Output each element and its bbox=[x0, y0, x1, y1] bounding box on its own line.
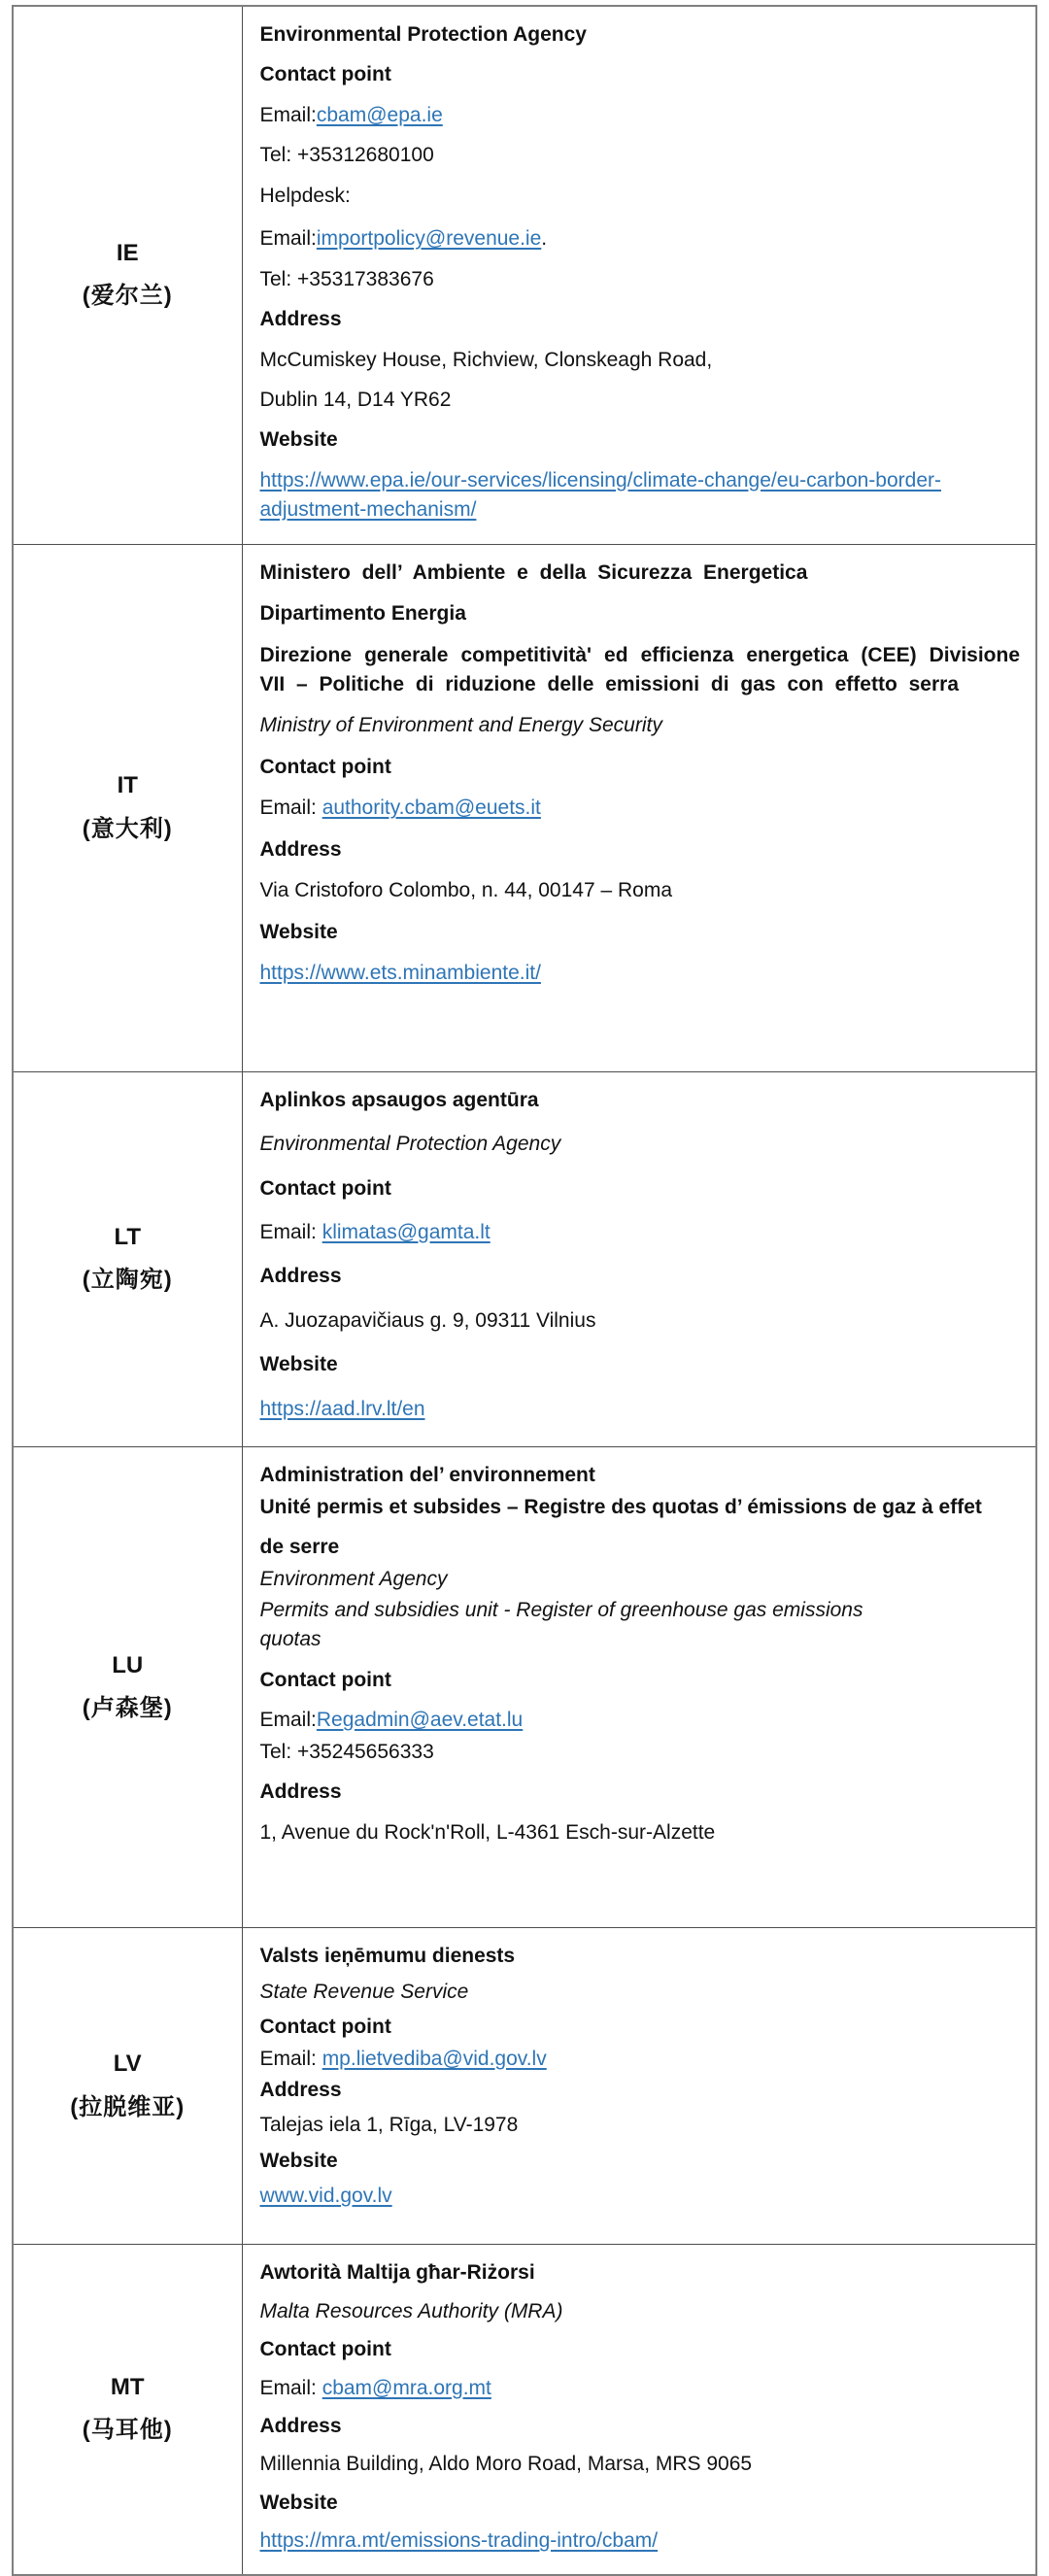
text: Address bbox=[259, 1780, 342, 1804]
text: Environment Agency bbox=[259, 1567, 448, 1590]
address-heading bbox=[260, 2076, 1021, 2105]
country-row-lu bbox=[13, 1447, 1036, 1928]
email-line bbox=[260, 2374, 1021, 2403]
text: Tel: +35245656333 bbox=[259, 1740, 434, 1763]
email-link[interactable]: mp.lietvediba@vid.gov.lv bbox=[321, 2047, 547, 2070]
tel-line bbox=[260, 1738, 1021, 1767]
website-heading bbox=[260, 918, 1021, 947]
text: Email: bbox=[259, 2376, 322, 2399]
email-link[interactable]: cbam@epa.ie bbox=[316, 103, 443, 126]
country-row-lv bbox=[13, 1928, 1036, 2245]
address-heading bbox=[260, 835, 1021, 864]
website-link[interactable]: https://www.ets.minambiente.it/ bbox=[259, 962, 541, 985]
text: Dublin 14, D14 YR62 bbox=[259, 388, 452, 411]
text: Website bbox=[259, 1353, 338, 1376]
address-line bbox=[260, 2111, 1021, 2140]
authority-name bbox=[260, 1493, 1021, 1522]
text: Email: bbox=[259, 797, 322, 820]
authority-name bbox=[260, 599, 1021, 628]
text: Millennia Building, Aldo Moro Road, Marsa, MRS 9065 bbox=[259, 2453, 753, 2476]
authority-info-cell bbox=[242, 6, 1036, 544]
email-line bbox=[260, 224, 1021, 254]
text: Aplinkos apsaugos agentūra bbox=[259, 1088, 539, 1111]
authorities-table-body bbox=[13, 6, 1036, 2575]
authority-info-cell bbox=[242, 1447, 1036, 1928]
authority-name bbox=[260, 1461, 1021, 1490]
website-heading bbox=[260, 2147, 1021, 2176]
text: Permits and subsidies unit - Register of greenhouse gas emissions quotas bbox=[259, 1598, 863, 1651]
text: Tel: +35312680100 bbox=[259, 144, 434, 167]
country-code-cell bbox=[13, 6, 242, 544]
email-line bbox=[260, 794, 1021, 823]
authority-name bbox=[260, 20, 1021, 50]
address-heading bbox=[260, 305, 1021, 334]
country-name-cn: (意大利) bbox=[82, 815, 173, 842]
authority-name-en bbox=[260, 2297, 1021, 2326]
country-code-cell bbox=[13, 2245, 242, 2575]
authority-info-cell bbox=[242, 544, 1036, 1071]
text: Email: bbox=[259, 2047, 322, 2070]
authority-name bbox=[260, 2258, 1021, 2288]
text: Contact point bbox=[259, 755, 391, 778]
country-row-lt bbox=[13, 1071, 1036, 1447]
text: Malta Resources Authority (MRA) bbox=[259, 2299, 563, 2322]
address-line bbox=[260, 1306, 1021, 1336]
address-line bbox=[260, 386, 1021, 415]
address-line bbox=[260, 876, 1021, 905]
website-link[interactable]: https://mra.mt/emissions-trading-intro/cbam/ bbox=[259, 2529, 659, 2553]
website-link[interactable]: https://www.epa.ie/our-services/licensing/climate-change/eu-carbon-border-adjustment-mechanism/ bbox=[259, 468, 941, 522]
helpdesk-line bbox=[260, 182, 1021, 211]
text: Awtorità Maltija għar-Riżorsi bbox=[259, 2261, 535, 2285]
text: Environmental Protection Agency bbox=[259, 1133, 561, 1156]
text: . bbox=[541, 227, 548, 251]
address-heading bbox=[260, 1778, 1021, 1807]
text: Ministry of Environment and Energy Security bbox=[259, 714, 662, 737]
text: Dipartimento Energia bbox=[259, 602, 466, 626]
country-name-cn: (爱尔兰) bbox=[82, 283, 173, 310]
authority-info-cell bbox=[242, 2245, 1036, 2575]
text: Contact point bbox=[259, 2016, 391, 2039]
authority-info-cell bbox=[242, 1928, 1036, 2245]
text: Website bbox=[259, 2149, 338, 2172]
website-line bbox=[260, 2526, 1021, 2556]
country-name-cn: (立陶宛) bbox=[82, 1267, 173, 1294]
email-line bbox=[260, 1706, 1021, 1735]
email-link[interactable]: Regadmin@aev.etat.lu bbox=[316, 1709, 524, 1732]
text: Website bbox=[259, 428, 338, 452]
email-link[interactable]: importpolicy@revenue.ie bbox=[316, 227, 542, 251]
text: Website bbox=[259, 920, 338, 943]
text: Email: bbox=[259, 1709, 317, 1732]
website-line bbox=[260, 2182, 1021, 2211]
text: 1, Avenue du Rock'n'Roll, L-4361 Esch-sur-Alzette bbox=[259, 1820, 716, 1844]
authority-name-en bbox=[260, 1596, 901, 1655]
website-line bbox=[260, 1395, 1021, 1424]
text: Email: bbox=[259, 1221, 322, 1243]
email-link[interactable]: cbam@mra.org.mt bbox=[321, 2376, 491, 2399]
email-link[interactable]: authority.cbam@euets.it bbox=[321, 797, 541, 820]
country-code-cell bbox=[13, 1928, 242, 2245]
authority-name-en bbox=[260, 711, 1021, 740]
email-line bbox=[260, 101, 1021, 130]
website-line bbox=[260, 959, 1021, 988]
text: Administration del’ environnement bbox=[259, 1464, 595, 1487]
text: Address bbox=[259, 2078, 342, 2101]
text: Via Cristoforo Colombo, n. 44, 00147 – Roma bbox=[259, 879, 673, 902]
website-link[interactable]: https://aad.lrv.lt/en bbox=[259, 1397, 425, 1420]
address-heading bbox=[260, 2412, 1021, 2441]
email-link[interactable]: klimatas@gamta.lt bbox=[321, 1221, 491, 1243]
text: Contact point bbox=[259, 2338, 391, 2361]
country-row-mt bbox=[13, 2245, 1036, 2575]
country-code: MT bbox=[110, 2374, 145, 2401]
text: Direzione generale competitività' ed efficienza energetica (CEE) Divisione VII – Politiche di riduzione delle emissioni di gas con effetto serra bbox=[259, 643, 1020, 695]
country-code-cell bbox=[13, 1447, 242, 1928]
country-code: LV bbox=[113, 2051, 142, 2078]
text: Contact point bbox=[259, 1176, 391, 1200]
address-line bbox=[260, 2450, 1021, 2479]
country-name-cn: (拉脱维亚) bbox=[70, 2093, 186, 2120]
authority-name-en bbox=[260, 1978, 1021, 2007]
authority-info-cell bbox=[242, 1071, 1036, 1447]
website-link[interactable]: www.vid.gov.lv bbox=[259, 2185, 392, 2208]
text: de serre bbox=[259, 1536, 340, 1559]
text: Address bbox=[259, 837, 342, 861]
website-heading bbox=[260, 2489, 1021, 2518]
authority-name bbox=[260, 1942, 1021, 1971]
contact-point-heading bbox=[260, 60, 1021, 89]
contact-point-heading bbox=[260, 2013, 1021, 2042]
tel-line bbox=[260, 141, 1021, 170]
country-code: IT bbox=[117, 772, 138, 799]
country-code: LU bbox=[112, 1651, 144, 1678]
country-code: IE bbox=[116, 239, 139, 266]
tel-line bbox=[260, 265, 1021, 294]
cbam-authorities-table bbox=[12, 5, 1037, 2576]
website-line bbox=[260, 466, 1021, 525]
text: Contact point bbox=[259, 1668, 391, 1691]
country-code-cell bbox=[13, 544, 242, 1071]
contact-point-heading bbox=[260, 1174, 1021, 1203]
address-heading bbox=[260, 1262, 1021, 1291]
text: Email: bbox=[259, 103, 317, 126]
text: Address bbox=[259, 2414, 342, 2437]
country-row-ie bbox=[13, 6, 1036, 544]
text: Address bbox=[259, 1265, 342, 1288]
contact-point-heading bbox=[260, 753, 1021, 782]
country-code-cell bbox=[13, 1071, 242, 1447]
country-name-cn: (卢森堡) bbox=[82, 1695, 173, 1722]
text: Ministero dell’ Ambiente e della Sicurezza Energetica bbox=[259, 560, 808, 584]
email-line bbox=[260, 1218, 1021, 1247]
text: Talejas iela 1, Rīga, LV-1978 bbox=[259, 2114, 519, 2137]
text: Contact point bbox=[259, 63, 391, 86]
authority-name-en bbox=[260, 1565, 1021, 1594]
text: Helpdesk: bbox=[259, 184, 351, 207]
text: Address bbox=[259, 308, 342, 331]
country-name-cn: (马耳他) bbox=[82, 2417, 173, 2444]
text: Website bbox=[259, 2491, 338, 2514]
address-line bbox=[260, 346, 1021, 375]
country-code: LT bbox=[114, 1224, 142, 1251]
text: Tel: +35317383676 bbox=[259, 267, 434, 290]
email-line bbox=[260, 2045, 1021, 2074]
authority-name bbox=[260, 559, 1021, 588]
text: Environmental Protection Agency bbox=[259, 23, 587, 46]
contact-point-heading bbox=[260, 2335, 1021, 2364]
text: A. Juozapavičiaus g. 9, 09311 Vilnius bbox=[259, 1308, 596, 1332]
text: Unité permis et subsides – Registre des quotas d’ émissions de gaz à effet bbox=[259, 1495, 982, 1518]
authority-name-en bbox=[260, 1130, 1021, 1159]
address-line bbox=[260, 1818, 1021, 1847]
authority-name bbox=[260, 1086, 1021, 1115]
website-heading bbox=[260, 425, 1021, 455]
text: Valsts ieņēmumu dienests bbox=[259, 1945, 516, 1968]
text: State Revenue Service bbox=[259, 1980, 469, 2003]
authority-name bbox=[260, 1533, 1021, 1562]
text: Email: bbox=[259, 227, 317, 251]
country-row-it bbox=[13, 544, 1036, 1071]
website-heading bbox=[260, 1350, 1021, 1379]
contact-point-heading bbox=[260, 1666, 1021, 1695]
text: McCumiskey House, Richview, Clonskeagh Road, bbox=[259, 348, 713, 371]
authority-name bbox=[260, 641, 1021, 700]
